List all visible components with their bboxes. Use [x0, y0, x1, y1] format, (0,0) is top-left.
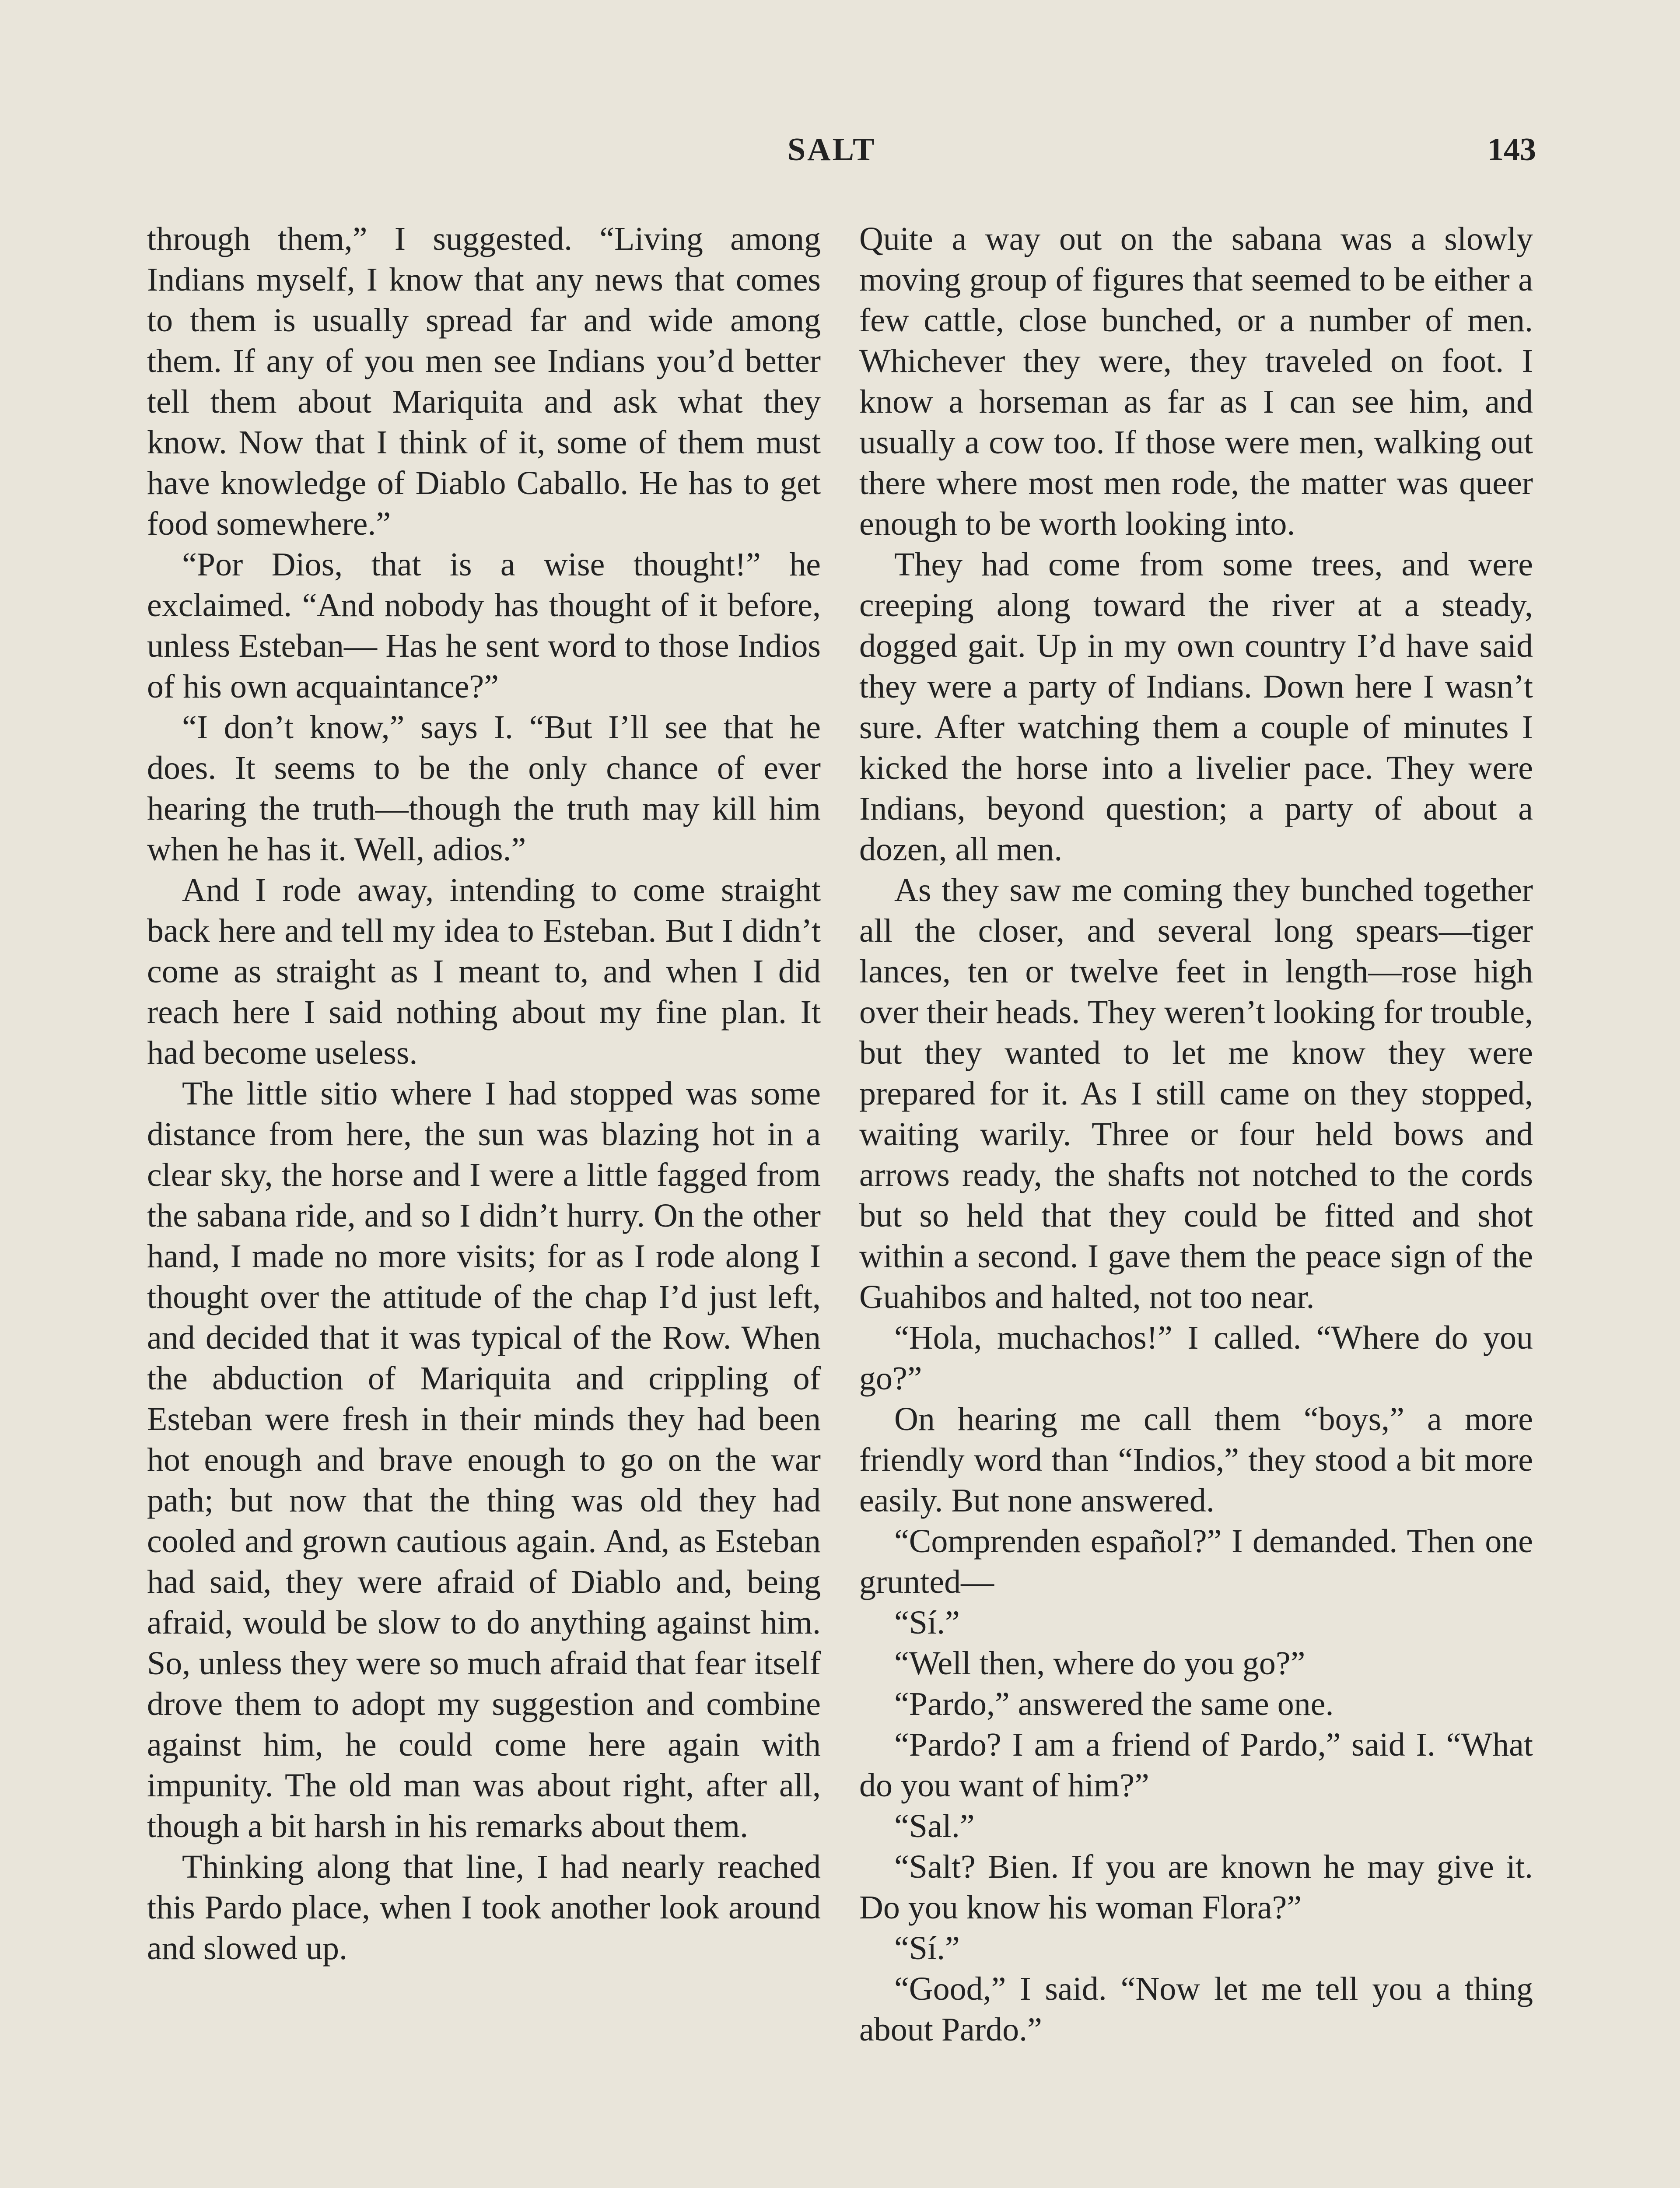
running-title: SALT	[788, 132, 876, 168]
paragraph: “Hola, muchachos!” I called. “Where do you go?”	[859, 1319, 1533, 1397]
paragraph: The little sitio where I had stopped was some distance from here, the sun was blazing hot in a clear sky, the horse and I were a little fagged from the sabana ride, and so I didn’t hurry. On the other hand, I made no more visits; for as I rode along I thought over the attitude of the chap I’d just left, and decided that it was typical of the Row. When the abduction of Mariquita and crippling of Esteban were fresh in their minds they had been hot enough and brave enough to go on the war path; but now that the thing was old they had cooled and grown cautious again. And, as Esteban had said, they were afraid of Diablo and, being afraid, would be slow to do anything against him. So, unless they were so much afraid that fear itself drove them to adopt my suggestion and combine against him, he could come here again with impunity. The old man was about right, after all, though a bit harsh in his remarks about them.	[147, 1075, 821, 1844]
paragraph: “I don’t know,” says I. “But I’ll see that he does. It seems to be the only chance of ever hearing the truth—though the truth may kill him when he has it. Well, adios.”	[147, 709, 821, 868]
paragraph: They had come from some trees, and were creeping along toward the river at a steady, dogged gait. Up in my own country I’d have said they were a party of Indians. Down here I wasn’t sure. After watching them a couple of minutes I kicked the horse into a livelier pace. They were Indians, beyond question; a party of about a dozen, all men.	[859, 546, 1533, 868]
paragraph: On hearing me call them “boys,” a more friendly word than “Indios,” they stood a bit more easily. But none answered.	[859, 1401, 1533, 1519]
paragraph: “Well then, where do you go?”	[894, 1645, 1306, 1682]
paragraph: “Pardo,” answered the same one.	[894, 1686, 1334, 1722]
paragraph: Thinking along that line, I had nearly reached this Pardo place, when I took another look around and slowed up.	[147, 1848, 821, 1967]
paragraph: “Sal.”	[894, 1808, 975, 1844]
paragraph: As they saw me coming they bunched together all the closer, and several long spears—tiger lances, ten or twelve feet in length—rose high over their heads. They weren’t looking for trouble, but they wanted to let me know they were prepared for it. As I still came on they stopped, waiting warily. Three or four held bows and arrows ready, the shafts not notched to the cords but so held that they could be fitted and shot within a second. I gave them the peace sign of the Guahibos and halted, not too near.	[859, 872, 1533, 1315]
paragraph: “Sí.”	[894, 1604, 960, 1641]
page-header	[0, 131, 1680, 179]
left-column	[147, 219, 821, 1969]
right-column	[859, 219, 1533, 2050]
paragraph: “Salt? Bien. If you are known he may give it. Do you know his woman Flora?”	[859, 1848, 1533, 1926]
paragraph: “Comprenden español?” I demanded. Then one grunted—	[859, 1523, 1533, 1600]
paragraph: And I rode away, intending to come straight back here and tell my idea to Esteban. But I didn’t come as straight as I meant to, and when I did reach here I said nothing about my fine plan. It had become useless.	[147, 872, 821, 1071]
paragraph: Quite a way out on the sabana was a slowly moving group of figures that seemed to be either a few cattle, close bunched, or a number of men. Whichever they were, they traveled on foot. I know a horseman as far as I can see him, and usually a cow too. If those were men, walking out there where most men rode, the matter was queer enough to be worth looking into.	[859, 221, 1533, 542]
paragraph: “Sí.”	[894, 1930, 960, 1967]
page-number: 143	[1488, 132, 1536, 168]
paragraph: “Pardo? I am a friend of Pardo,” said I. “What do you want of him?”	[859, 1726, 1533, 1804]
paragraph: “Por Dios, that is a wise thought!” he exclaimed. “And nobody has thought of it before, unless Esteban— Has he sent word to those Indios of his own acquaintance?”	[147, 546, 821, 705]
paragraph: through them,” I suggested. “Living among Indians myself, I know that any news that comes to them is usually spread far and wide among them. If any of you men see Indians you’d better tell them about Mariquita and ask what they know. Now that I think of it, some of them must have knowledge of Diablo Caballo. He has to get food somewhere.”	[147, 221, 821, 542]
paragraph: “Good,” I said. “Now let me tell you a thing about Pardo.”	[859, 1971, 1533, 2048]
